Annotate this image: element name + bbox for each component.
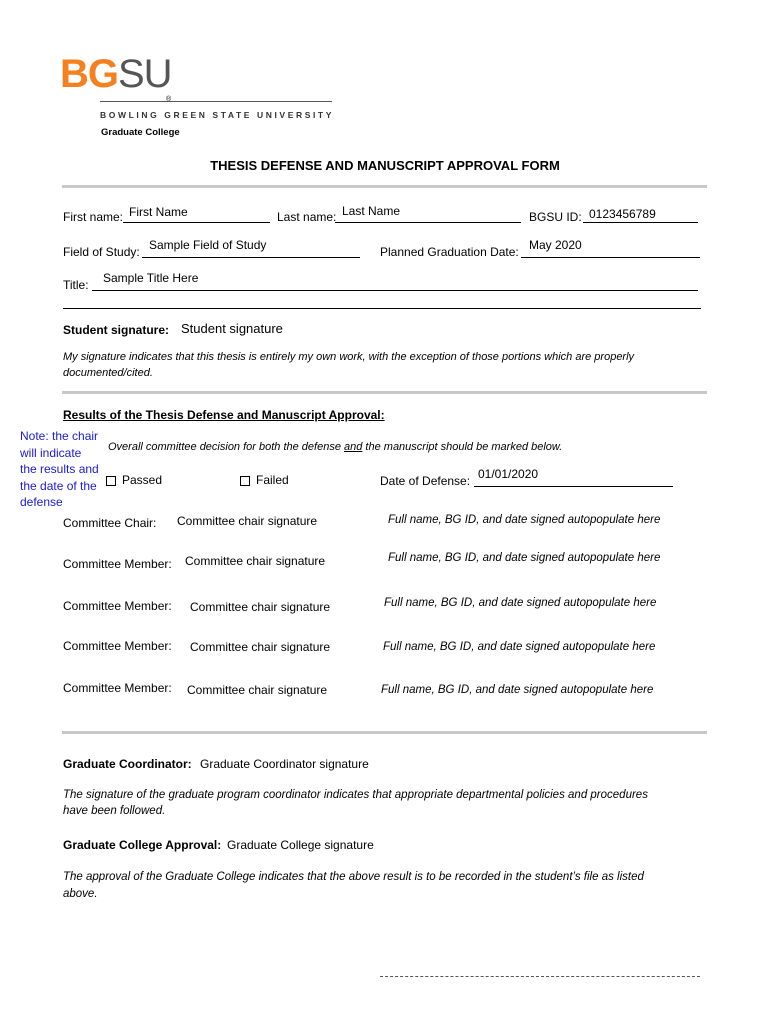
coordinator-note-2: have been followed.: [63, 805, 166, 817]
passed-checkbox[interactable]: [106, 473, 162, 487]
title-label: Title:: [63, 278, 89, 292]
field-of-study-label: Field of Study:: [63, 245, 140, 259]
decision-instructions: [108, 441, 562, 453]
side-note-line: Note: the chair: [20, 429, 99, 443]
college-approval-signature[interactable]: Graduate College signature: [227, 838, 374, 852]
committee-info: Full name, BG ID, and date signed autopopulate here: [388, 552, 661, 564]
college-approval-note: The approval of the Graduate College indicates that the above result is to be recorded in the student’s file as listed: [63, 871, 644, 883]
committee-signature[interactable]: Committee chair signature: [177, 514, 318, 528]
committee-signature[interactable]: Committee chair signature: [185, 554, 326, 568]
committee-info: Full name, BG ID, and date signed autopopulate here: [383, 641, 656, 653]
bgsu-logo: [60, 52, 172, 97]
grad-date-label: Planned Graduation Date:: [380, 245, 519, 259]
checkbox-icon: [240, 476, 250, 486]
side-note-line: the date of the: [20, 478, 97, 493]
committee-signature[interactable]: Committee chair signature: [190, 600, 331, 614]
title-field[interactable]: [92, 290, 698, 291]
title-rule: [62, 185, 707, 188]
decision-text-post: the manuscript should be marked below.: [362, 441, 563, 453]
defense-date-value: 01/01/2020: [478, 467, 539, 481]
title-value: Sample Title Here: [103, 271, 199, 285]
failed-checkbox[interactable]: [240, 473, 289, 487]
college-name: Graduate College: [101, 127, 180, 138]
logo-registered: ®: [166, 96, 172, 103]
logo-su: SU: [118, 52, 172, 96]
field-of-study-value: Sample Field of Study: [149, 238, 267, 252]
committee-role: Committee Member:: [63, 639, 172, 653]
college-approval-note-2: above.: [63, 888, 98, 900]
last-name-field[interactable]: [335, 222, 521, 223]
first-name-field[interactable]: [123, 222, 270, 223]
committee-info: Full name, BG ID, and date signed autopopulate here: [388, 514, 661, 526]
committee-signature[interactable]: Committee chair signature: [190, 640, 331, 654]
last-name-label: Last name:: [277, 210, 337, 224]
grad-date-value: May 2020: [529, 238, 582, 252]
failed-label: Failed: [256, 473, 289, 487]
committee-info: Full name, BG ID, and date signed autopopulate here: [384, 597, 657, 609]
student-signature-note: My signature indicates that this thesis is entirely my own work, with the exception of those portions which are properly: [63, 351, 635, 363]
logo-divider: [100, 101, 332, 102]
grad-date-field[interactable]: [521, 257, 700, 258]
first-name-value: First Name: [129, 205, 188, 219]
field-of-study-field[interactable]: [142, 257, 360, 258]
checkbox-icon: [106, 476, 116, 486]
decision-text-pre: Overall committee decision for both the defense: [108, 441, 345, 453]
student-signature-field[interactable]: Student signature: [181, 321, 283, 336]
section-rule-1: [62, 391, 707, 394]
student-signature-note-2: documented/cited.: [63, 367, 153, 379]
side-note: [20, 428, 99, 511]
last-name-value: Last Name: [342, 204, 401, 218]
coordinator-signature[interactable]: Graduate Coordinator signature: [200, 757, 369, 771]
coordinator-label: Graduate Coordinator:: [63, 757, 192, 771]
results-heading: Results of the Thesis Defense and Manuscript Approval:: [63, 408, 385, 422]
committee-role: Committee Member:: [63, 599, 172, 613]
bgsu-id-field[interactable]: [583, 222, 698, 223]
defense-date-label: Date of Defense:: [380, 474, 471, 488]
bgsu-id-label: BGSU ID:: [529, 210, 582, 224]
title-field-line2[interactable]: [63, 308, 701, 309]
form-title: THESIS DEFENSE AND MANUSCRIPT APPROVAL FORM: [210, 158, 560, 173]
bgsu-id-value: 0123456789: [589, 207, 656, 221]
passed-label: Passed: [122, 473, 163, 487]
logo-university-name: BOWLING GREEN STATE UNIVERSITY: [100, 110, 334, 120]
committee-role: Committee Member:: [63, 681, 172, 695]
side-note-line: defense: [20, 495, 63, 509]
student-signature-label: Student signature:: [63, 323, 170, 337]
side-note-line: the results and: [20, 462, 99, 476]
college-approval-label: Graduate College Approval:: [63, 838, 222, 852]
coordinator-note: The signature of the graduate program coordinator indicates that appropriate departmental policies and procedures: [63, 789, 648, 801]
committee-role: Committee Member:: [63, 557, 172, 571]
decision-text-and: and: [344, 441, 363, 453]
committee-info: Full name, BG ID, and date signed autopopulate here: [381, 684, 654, 696]
defense-date-field[interactable]: [474, 486, 673, 487]
first-name-label: First name:: [63, 210, 124, 224]
committee-signature[interactable]: Committee chair signature: [187, 683, 328, 697]
logo-bg: BG: [60, 52, 118, 96]
committee-role: Committee Chair:: [63, 516, 157, 530]
side-note-line: will indicate: [20, 445, 82, 460]
bottom-signature-line: [380, 976, 700, 977]
section-rule-2: [62, 731, 707, 734]
